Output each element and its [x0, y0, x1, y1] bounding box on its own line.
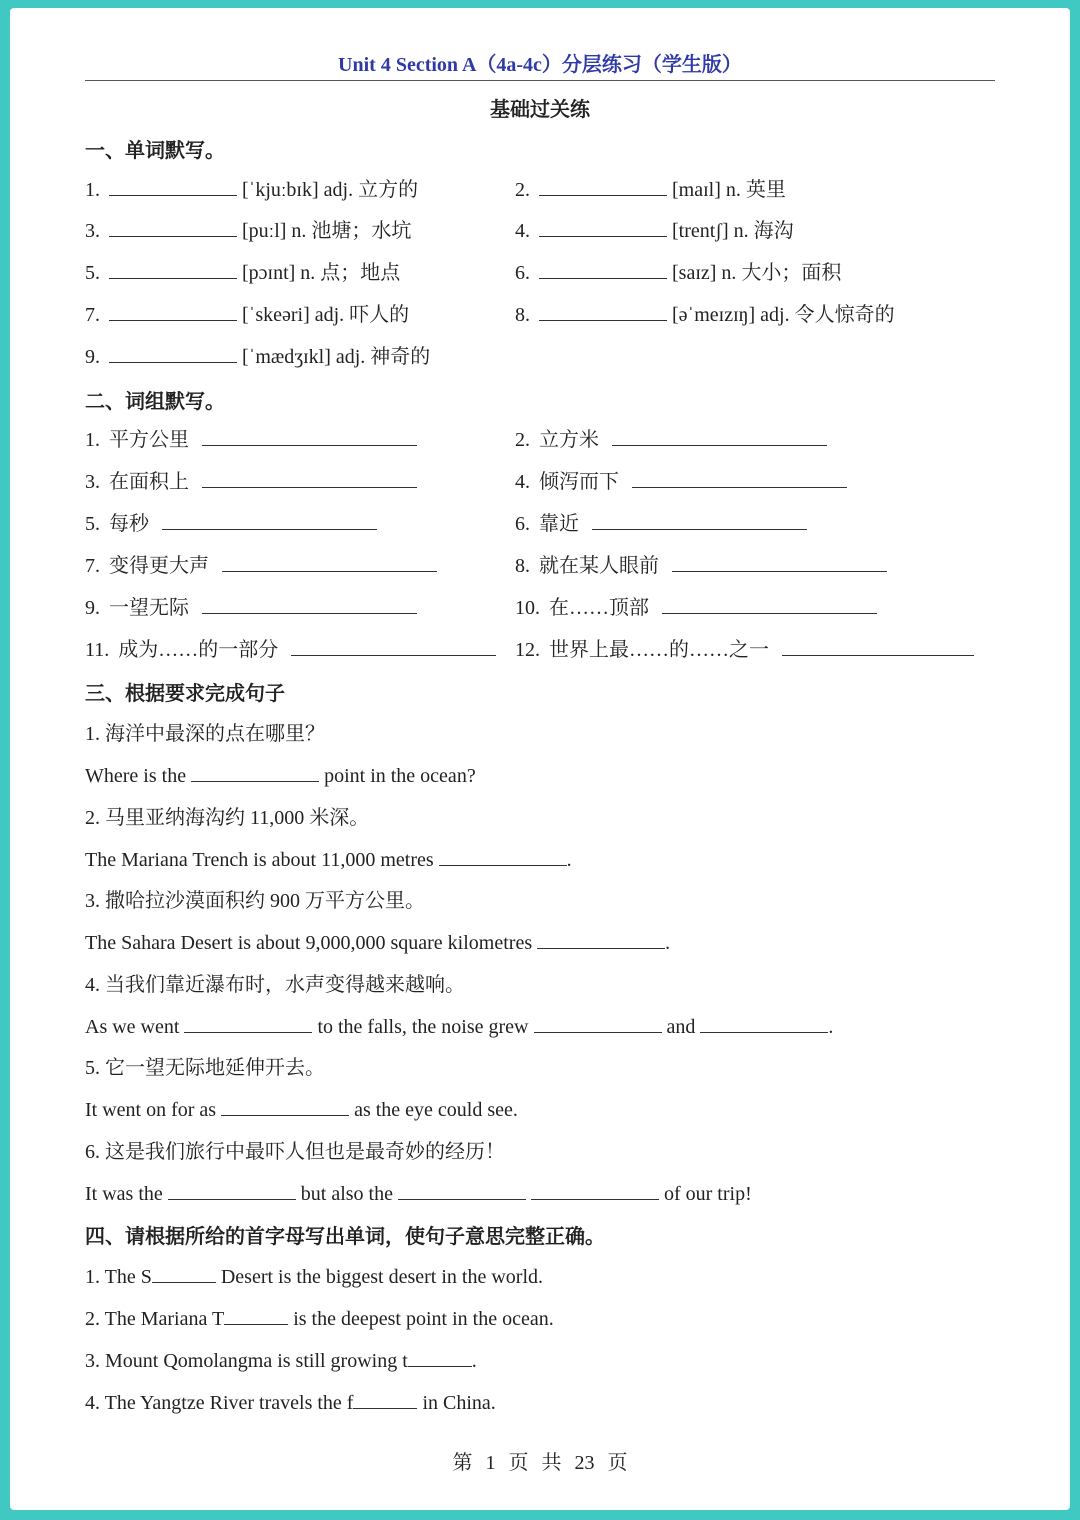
sentence-part: and — [666, 1016, 696, 1038]
phrase-prompt: 成为……的一部分 — [118, 639, 279, 661]
answer-blank[interactable] — [612, 425, 827, 446]
answer-blank[interactable] — [439, 845, 567, 866]
sentence-part: point in the ocean? — [324, 765, 476, 787]
page-subtitle: 基础过关练 — [490, 99, 590, 121]
phrase-row — [85, 635, 1005, 665]
phrase-prompt: 立方米 — [539, 429, 599, 451]
answer-blank[interactable] — [184, 1012, 312, 1033]
vocab-prompt: [pɔɪnt] n. 点；地点 — [242, 262, 401, 284]
phrase-prompt: 一望无际 — [109, 597, 189, 619]
question-cn: 4. 当我们靠近瀑布时，水声变得越来越响。 — [85, 974, 465, 996]
phrase-row — [85, 467, 1005, 497]
answer-blank[interactable] — [592, 509, 807, 530]
item-number: 7. — [85, 304, 100, 326]
answer-blank[interactable] — [152, 1262, 216, 1283]
phrase-prompt: 平方公里 — [109, 429, 189, 451]
sentence-part: to the falls, the noise grew — [317, 1016, 529, 1038]
phrase-row — [85, 425, 1005, 455]
answer-blank[interactable] — [202, 425, 417, 446]
question-en — [85, 845, 1005, 875]
answer-blank[interactable] — [782, 635, 974, 656]
vocab-prompt: [trentʃ] n. 海沟 — [672, 220, 794, 242]
question-en — [85, 1179, 1005, 1209]
phrase-prompt: 世界上最……的……之一 — [549, 639, 769, 661]
vocab-row — [85, 175, 1005, 205]
item-number: 2. — [515, 179, 530, 201]
sentence-part: . — [665, 932, 671, 954]
initial-letter-question — [85, 1346, 1005, 1376]
footer-text: 页 — [607, 1452, 628, 1474]
item-number: 8. — [515, 555, 530, 577]
footer-text: 共 — [541, 1452, 562, 1474]
item-number: 4. — [515, 220, 530, 242]
title-divider — [85, 80, 995, 81]
sentence-part: . — [566, 849, 572, 871]
sentence-part: of our trip! — [663, 1183, 752, 1205]
answer-blank[interactable] — [109, 300, 237, 321]
page-number: 1 — [485, 1452, 496, 1474]
worksheet-page — [10, 8, 1070, 1510]
phrase-prompt: 就在某人眼前 — [539, 555, 659, 577]
sentence-part: The Sahara Desert is about 9,000,000 square kilometres — [85, 932, 533, 954]
question-en — [85, 928, 1005, 958]
sentence-part: is the deepest point in the ocean. — [293, 1308, 554, 1330]
phrase-row — [85, 551, 1005, 581]
sentence-part: It went on for as — [85, 1099, 217, 1121]
vocab-prompt: [maɪl] n. 英里 — [672, 179, 786, 201]
question-cn: 5. 它一望无际地延伸开去。 — [85, 1057, 325, 1079]
question-cn: 3. 撒哈拉沙漠面积约 900 万平方公里。 — [85, 890, 425, 912]
item-number: 4. — [515, 471, 530, 493]
phrase-prompt: 在……顶部 — [549, 597, 649, 619]
sentence-part: but also the — [300, 1183, 393, 1205]
answer-blank[interactable] — [534, 1012, 662, 1033]
vocab-row — [85, 216, 1005, 246]
question-en — [85, 761, 1005, 791]
item-number: 1. — [85, 179, 100, 201]
item-number: 9. — [85, 597, 100, 619]
section2-heading: 二、词组默写。 — [85, 391, 225, 413]
answer-blank[interactable] — [398, 1179, 526, 1200]
item-number: 5. — [85, 513, 100, 535]
vocab-row — [85, 342, 1005, 372]
answer-blank[interactable] — [109, 258, 237, 279]
answer-blank[interactable] — [221, 1095, 349, 1116]
sentence-part: 1. The S — [85, 1266, 152, 1288]
answer-blank[interactable] — [531, 1179, 659, 1200]
answer-blank[interactable] — [539, 175, 667, 196]
item-number: 12. — [515, 639, 540, 661]
sentence-part: in China. — [422, 1392, 496, 1414]
answer-blank[interactable] — [109, 342, 237, 363]
sentence-part: 4. The Yangtze River travels the f — [85, 1392, 354, 1414]
answer-blank[interactable] — [353, 1388, 417, 1409]
sentence-part: As we went — [85, 1016, 180, 1038]
item-number: 6. — [515, 262, 530, 284]
phrase-prompt: 倾泻而下 — [539, 471, 619, 493]
question-cn: 6. 这是我们旅行中最吓人但也是最奇妙的经历！ — [85, 1141, 505, 1163]
question-en — [85, 1095, 1005, 1125]
sentence-part: Desert is the biggest desert in the world. — [220, 1266, 544, 1288]
answer-blank[interactable] — [539, 216, 667, 237]
answer-blank[interactable] — [202, 593, 417, 614]
item-number: 8. — [515, 304, 530, 326]
item-number: 1. — [85, 429, 100, 451]
answer-blank[interactable] — [162, 509, 377, 530]
page-footer — [10, 1446, 1070, 1475]
answer-blank[interactable] — [632, 467, 847, 488]
answer-blank[interactable] — [202, 467, 417, 488]
phrase-row — [85, 509, 1005, 539]
sentence-part: 3. Mount Qomolangma is still growing t — [85, 1350, 408, 1372]
item-number: 3. — [85, 471, 100, 493]
vocab-row — [85, 258, 1005, 288]
item-number: 9. — [85, 346, 100, 368]
phrase-prompt: 靠近 — [539, 513, 579, 535]
sentence-part: as the eye could see. — [354, 1099, 518, 1121]
phrase-row — [85, 593, 1005, 623]
answer-blank[interactable] — [168, 1179, 296, 1200]
vocab-row — [85, 300, 1005, 330]
footer-text: 页 — [508, 1452, 529, 1474]
sentence-part: Where is the — [85, 765, 187, 787]
sentence-part: . — [828, 1016, 834, 1038]
sentence-part: It was the — [85, 1183, 163, 1205]
item-number: 5. — [85, 262, 100, 284]
page-total: 23 — [574, 1452, 595, 1474]
initial-letter-question — [85, 1262, 1005, 1292]
question-cn: 2. 马里亚纳海沟约 11,000 米深。 — [85, 807, 370, 829]
section4-heading: 四、请根据所给的首字母写出单词，使句子意思完整正确。 — [85, 1226, 605, 1248]
footer-text: 第 — [452, 1452, 473, 1474]
phrase-prompt: 变得更大声 — [109, 555, 209, 577]
answer-blank[interactable] — [539, 258, 667, 279]
answer-blank[interactable] — [109, 216, 237, 237]
item-number: 10. — [515, 597, 540, 619]
item-number: 7. — [85, 555, 100, 577]
answer-blank[interactable] — [291, 635, 496, 656]
section3-heading: 三、根据要求完成句子 — [85, 683, 285, 705]
answer-blank[interactable] — [700, 1012, 828, 1033]
answer-blank[interactable] — [222, 551, 437, 572]
initial-letter-question — [85, 1388, 1005, 1418]
sentence-part: 2. The Mariana T — [85, 1308, 225, 1330]
item-number: 6. — [515, 513, 530, 535]
answer-blank[interactable] — [408, 1346, 472, 1367]
vocab-prompt: [ˈmædʒɪkl] adj. 神奇的 — [242, 346, 431, 368]
answer-blank[interactable] — [672, 551, 887, 572]
question-en — [85, 1012, 1005, 1042]
vocab-prompt: [əˈmeɪzɪŋ] adj. 令人惊奇的 — [672, 304, 895, 326]
vocab-prompt: [ˈskeəri] adj. 吓人的 — [242, 304, 410, 326]
answer-blank[interactable] — [224, 1304, 288, 1325]
sentence-part: The Mariana Trench is about 11,000 metres — [85, 849, 434, 871]
answer-blank[interactable] — [109, 175, 237, 196]
item-number: 2. — [515, 429, 530, 451]
item-number: 11. — [85, 639, 110, 661]
page-title: Unit 4 Section A（4a-4c）分层练习（学生版） — [338, 54, 742, 76]
item-number: 3. — [85, 220, 100, 242]
initial-letter-question — [85, 1304, 1005, 1334]
vocab-prompt: [ˈkjuːbɪk] adj. 立方的 — [242, 179, 419, 201]
phrase-prompt: 每秒 — [109, 513, 149, 535]
answer-blank[interactable] — [191, 761, 319, 782]
answer-blank[interactable] — [537, 928, 665, 949]
sentence-part: . — [471, 1350, 477, 1372]
phrase-prompt: 在面积上 — [109, 471, 189, 493]
vocab-prompt: [puːl] n. 池塘；水坑 — [242, 220, 412, 242]
answer-blank[interactable] — [539, 300, 667, 321]
vocab-prompt: [saɪz] n. 大小；面积 — [672, 262, 842, 284]
section1-heading: 一、单词默写。 — [85, 140, 225, 162]
answer-blank[interactable] — [662, 593, 877, 614]
question-cn: 1. 海洋中最深的点在哪里？ — [85, 723, 325, 745]
